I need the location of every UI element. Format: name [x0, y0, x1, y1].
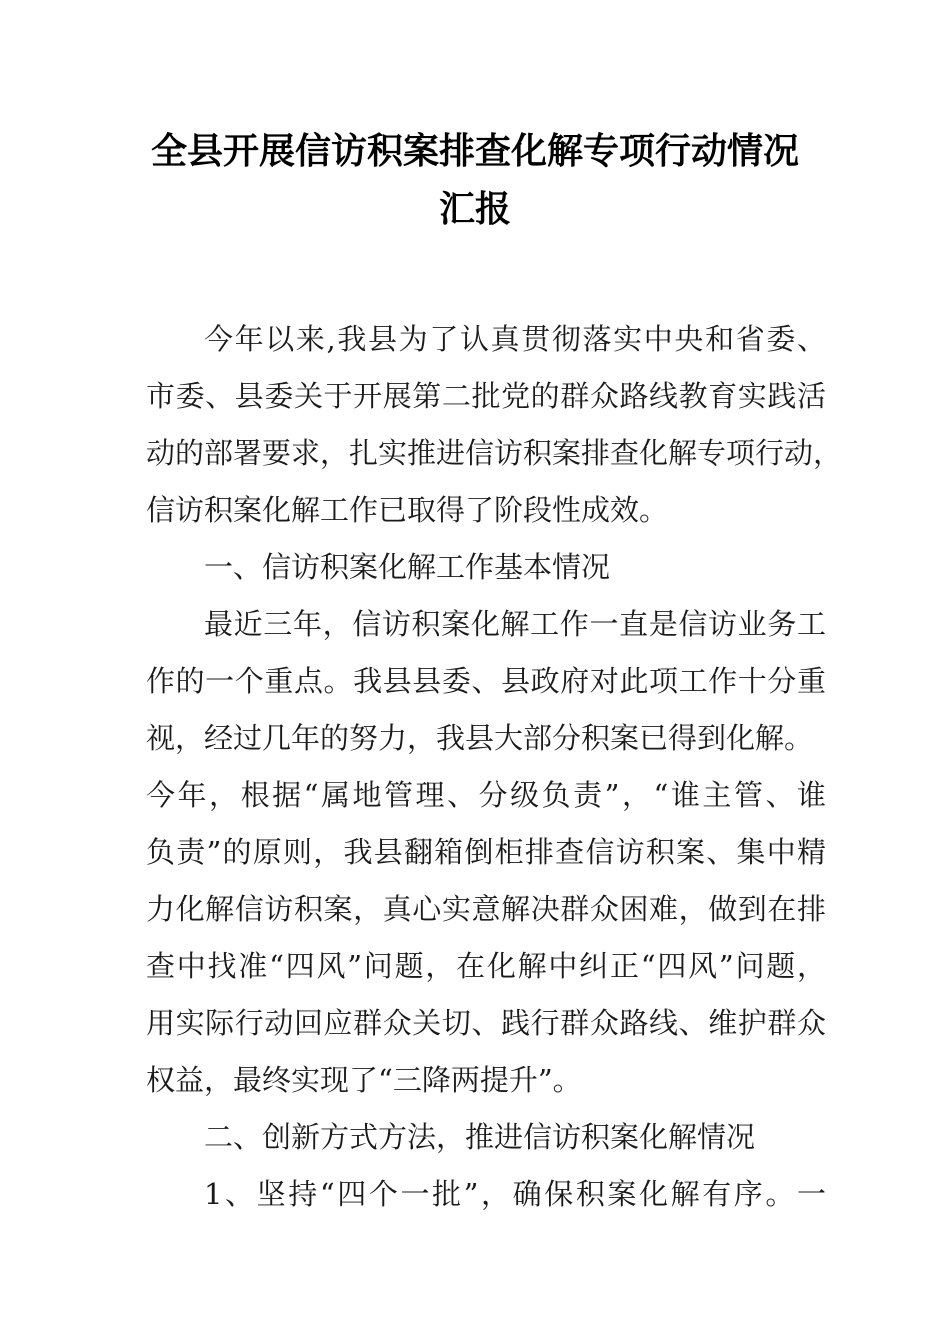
paragraph-2-line-9: 权益，最终实现了“三降两提升”。 — [146, 1063, 582, 1097]
paragraph-2-line-3: 视，经过几年的努力，我县大部分积案已得到化解。 — [146, 721, 814, 755]
paragraph-2-line-5: 负责”的原则，我县翻箱倒柜排查信访积案、集中精 — [146, 835, 826, 869]
paragraph-2-line-1: 最近三年，信访积案化解工作一直是信访业务工 — [204, 607, 826, 641]
paragraph-3-line-1: 1、坚持“四个一批”，确保积案化解有序。一 — [204, 1177, 826, 1211]
paragraph-1-line-1: 今年以来,我县为了认真贯彻落实中央和省委、 — [204, 322, 826, 356]
section-heading-1: 一、信访积案化解工作基本情况 — [204, 550, 611, 584]
paragraph-1-line-3: 动的部署要求，扎实推进信访积案排查化解专项行动， — [146, 436, 843, 470]
document-title-line-1: 全县开展信访积案排查化解专项行动情况 — [150, 131, 799, 172]
paragraph-2-line-2: 作的一个重点。我县县委、县政府对此项工作十分重 — [146, 664, 826, 698]
paragraph-2-line-6: 力化解信访积案，真心实意解决群众困难，做到在排 — [146, 892, 826, 926]
document-title-line-2: 汇报 — [438, 189, 511, 230]
paragraph-1-line-2: 市委、县委关于开展第二批党的群众路线教育实践活 — [146, 379, 826, 413]
paragraph-1-line-4: 信访积案化解工作已取得了阶段性成效。 — [146, 493, 669, 527]
section-heading-2: 二、创新方式方法，推进信访积案化解情况 — [204, 1120, 756, 1154]
paragraph-2-line-4: 今年，根据“属地管理、分级负责”，“谁主管、谁 — [146, 778, 826, 812]
paragraph-2-line-7: 查中找准“四风”问题，在化解中纠正“四风”问题， — [146, 949, 826, 983]
paragraph-2-line-8: 用实际行动回应群众关切、践行群众路线、维护群众 — [146, 1006, 826, 1040]
